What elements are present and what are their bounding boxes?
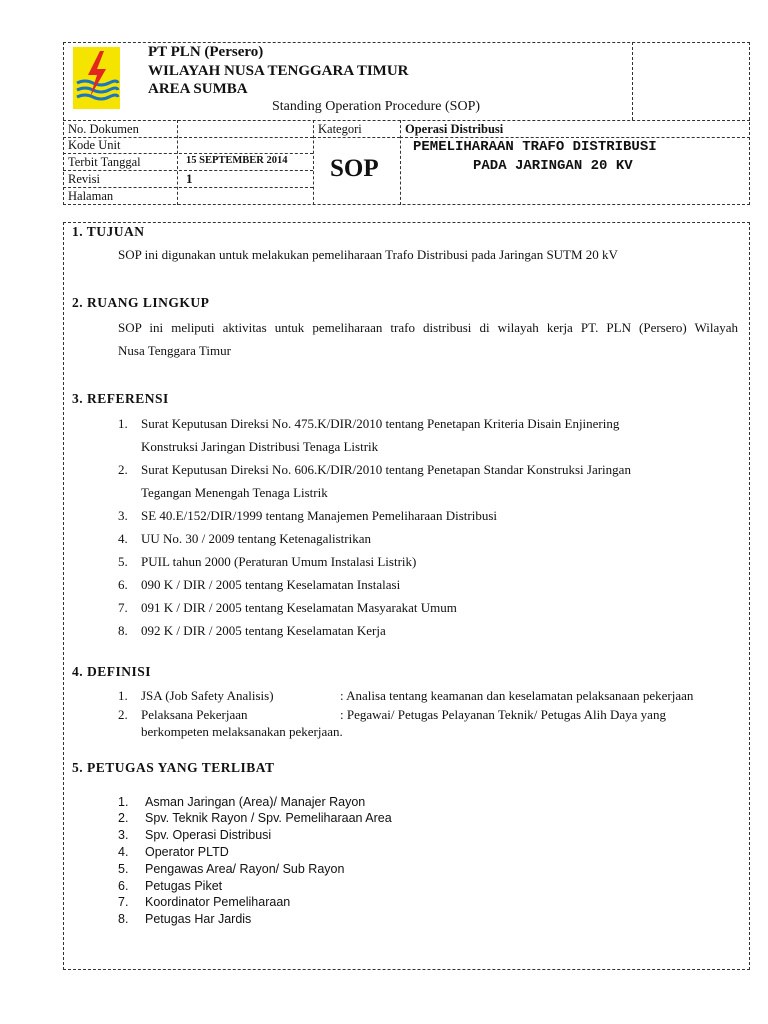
referensi-item-text: PUIL tahun 2000 (Peraturan Umum Instalasi Listrik)	[141, 554, 417, 569]
petugas-item-num: 8.	[118, 912, 129, 926]
referensi-item-num: 1.	[118, 416, 128, 431]
petugas-item-num: 7.	[118, 895, 129, 909]
definisi-term: Pelaksana Pekerjaan	[141, 707, 248, 722]
doc-type: Standing Operation Procedure (SOP)	[272, 99, 481, 114]
petugas-item-num: 5.	[118, 862, 129, 876]
definisi-desc-cont: berkompeten melaksanakan pekerjaan.	[141, 724, 343, 739]
col-line	[313, 120, 314, 205]
section-title-tujuan: 1. TUJUAN	[72, 224, 145, 239]
ruang-lingkup-line1: SOP ini meliputi aktivitas untuk pemeliharaan trafo distribusi di wilayah kerja PT. PLN (Persero) Wilayah	[118, 320, 738, 335]
header-divider	[63, 120, 750, 121]
header-right-divider	[632, 42, 633, 120]
referensi-item-text: Surat Keputusan Direksi No. 606.K/DIR/2010 tentang Penetapan Standar Konstruksi Jaringan	[141, 462, 631, 477]
col-line	[177, 120, 178, 205]
row-line	[63, 153, 313, 154]
referensi-item-num: 4.	[118, 531, 128, 546]
definisi-desc: : Analisa tentang keamanan dan keselamatan pelaksanaan pekerjaan	[340, 688, 694, 703]
row-line	[400, 137, 750, 138]
sop-title-line2: PADA JARINGAN 20 KV	[473, 158, 633, 174]
referensi-item-text-cont: Tegangan Menengah Tenaga Listrik	[141, 485, 328, 500]
petugas-item-num: 2.	[118, 811, 129, 825]
kode-unit-label: Kode Unit	[68, 138, 121, 152]
row-line	[313, 137, 400, 138]
org-name-line3: AREA SUMBA	[148, 81, 248, 97]
ruang-lingkup-line2: Nusa Tenggara Timur	[118, 343, 231, 358]
section-title-definisi: 4. DEFINISI	[72, 664, 152, 679]
kategori-label: Kategori	[318, 122, 362, 136]
referensi-item-text: 090 K / DIR / 2005 tentang Keselamatan Instalasi	[141, 577, 401, 592]
terbit-label: Terbit Tanggal	[68, 155, 141, 169]
referensi-item-num: 2.	[118, 462, 128, 477]
petugas-item-text: Operator PLTD	[145, 845, 229, 859]
petugas-item-text: Koordinator Pemeliharaan	[145, 895, 291, 909]
referensi-item-num: 3.	[118, 508, 128, 523]
petugas-item-text: Pengawas Area/ Rayon/ Sub Rayon	[145, 862, 345, 876]
referensi-item-text: Surat Keputusan Direksi No. 475.K/DIR/2010 tentang Penetapan Kriteria Disain Enjinering	[141, 416, 620, 431]
pln-logo	[73, 47, 120, 109]
definisi-desc: : Pegawai/ Petugas Pelayanan Teknik/ Petugas Alih Daya yang	[340, 707, 666, 722]
section-title-ruang-lingkup: 2. RUANG LINGKUP	[72, 295, 210, 310]
section-title-petugas: 5. PETUGAS YANG TERLIBAT	[72, 760, 275, 775]
referensi-item-num: 5.	[118, 554, 128, 569]
definisi-item-num: 1.	[118, 688, 128, 703]
revisi-value: 1	[186, 171, 193, 186]
col-line	[400, 120, 401, 205]
petugas-item-num: 3.	[118, 828, 129, 842]
petugas-item-text: Petugas Piket	[145, 879, 223, 893]
referensi-item-num: 8.	[118, 623, 128, 638]
referensi-item-text: SE 40.E/152/DIR/1999 tentang Manajemen Pemeliharaan Distribusi	[141, 508, 497, 523]
halaman-label: Halaman	[68, 189, 114, 203]
row-line	[63, 187, 313, 188]
sop-label: SOP	[330, 155, 379, 182]
revisi-label: Revisi	[68, 172, 100, 186]
referensi-item-text: 091 K / DIR / 2005 tentang Keselamatan Masyarakat Umum	[141, 600, 457, 615]
tujuan-text: SOP ini digunakan untuk melakukan pemeliharaan Trafo Distribusi pada Jaringan SUTM 20 kV	[118, 247, 618, 262]
definisi-term: JSA (Job Safety Analisis)	[141, 688, 274, 703]
referensi-item-num: 6.	[118, 577, 128, 592]
referensi-item-text-cont: Konstruksi Jaringan Distribusi Tenaga Listrik	[141, 439, 379, 454]
pln-lightning-logo-icon	[73, 47, 120, 109]
referensi-item-text: UU No. 30 / 2009 tentang Ketenagalistrikan	[141, 531, 371, 546]
referensi-item-text: 092 K / DIR / 2005 tentang Keselamatan Kerja	[141, 623, 386, 638]
org-name-line1: PT PLN (Persero)	[148, 44, 264, 60]
petugas-item-text: Spv. Operasi Distribusi	[145, 828, 272, 842]
kategori-value: Operasi Distribusi	[405, 122, 504, 136]
referensi-item-num: 7.	[118, 600, 128, 615]
petugas-item-num: 1.	[118, 795, 129, 809]
petugas-item-text: Spv. Teknik Rayon / Spv. Pemeliharaan Area	[145, 811, 392, 825]
org-name-line2: WILAYAH NUSA TENGGARA TIMUR	[148, 63, 409, 79]
sop-title-line1: PEMELIHARAAN TRAFO DISTRIBUSI	[413, 139, 657, 155]
petugas-item-num: 4.	[118, 845, 129, 859]
petugas-item-text: Petugas Har Jardis	[145, 912, 252, 926]
no-dokumen-label: No. Dokumen	[68, 122, 139, 136]
petugas-item-text: Asman Jaringan (Area)/ Manajer Rayon	[145, 795, 366, 809]
section-title-referensi: 3. REFERENSI	[72, 391, 169, 406]
petugas-item-num: 6.	[118, 879, 129, 893]
terbit-value: 15 SEPTEMBER 2014	[186, 155, 288, 166]
definisi-item-num: 2.	[118, 707, 128, 722]
